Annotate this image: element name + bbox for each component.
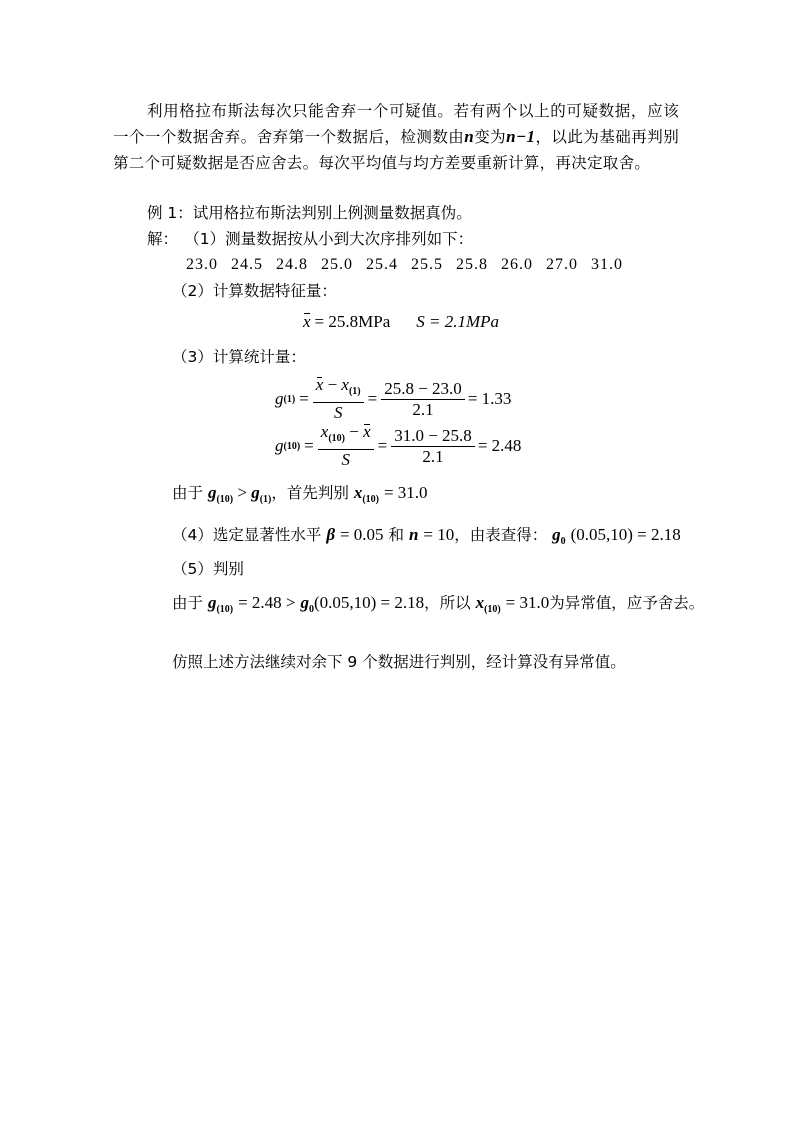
- g10-frac2-num: 31.0 − 25.8: [391, 427, 475, 447]
- judgement-line: 由于 $g_{(10)} = 2.48 > g_0(0.05,10) = 2.18$，所以 $x_{(10)} = 31.0$为异常值，应予舍去。: [172, 593, 705, 615]
- judge-expr-1: = 2.48 >: [238, 593, 296, 612]
- g1-fraction: $\frac{x - x_{(1)}}{S}$: [313, 376, 364, 422]
- intro-n-minus-1: n−1: [506, 127, 536, 146]
- g0-value: (0.05,10) = 2.18: [570, 525, 681, 544]
- data-value: 26.0: [501, 256, 533, 273]
- g1-xbar: x: [315, 375, 324, 394]
- conclusion: 仿照上述方法继续对余下 9 个数据进行判别，经计算没有异常值。: [172, 653, 626, 671]
- intro-text-3: ，以此为基础再判别第二个可疑数据是否应舍去。每次平均值与均方差要重新计算，再决定取舍。: [113, 128, 679, 172]
- data-value: 31.0: [591, 256, 623, 273]
- step1-text: （1）测量数据按从小到大次序排列如下：: [192, 230, 474, 248]
- g1-numeric-fraction: [381, 380, 465, 419]
- compare-value: = 31.0: [383, 483, 428, 502]
- beta-symbol: β: [326, 525, 336, 544]
- compare-text-1: 由于: [172, 484, 204, 502]
- g1-result: = 1.33: [467, 389, 512, 408]
- data-value: 25.4: [366, 256, 398, 273]
- step2-text: （2）计算数据特征量：: [172, 282, 337, 300]
- data-value: 25.5: [411, 256, 443, 273]
- judge-text-3: 为异常值，应予舍去。: [549, 594, 705, 612]
- g10-x-sub: (10): [328, 433, 345, 444]
- beta-value: = 0.05: [339, 525, 384, 544]
- step4-line: [172, 523, 681, 547]
- step4-text-2: ，由表查得：: [454, 526, 548, 544]
- g1-symbol: g: [275, 389, 284, 408]
- g10-symbol: g: [275, 436, 284, 455]
- mean-value: = 25.8MPa: [314, 312, 391, 331]
- comparison-line: 由于 $g_{(10)} > g_{(1)}$，首先判别 $x_{(10)} = 31.0$: [172, 483, 428, 505]
- data-value: 24.8: [276, 256, 308, 273]
- step3-text: （3）计算统计量：: [172, 348, 306, 366]
- data-value: 25.0: [321, 256, 353, 273]
- g0-symbol: g: [552, 525, 561, 544]
- g1-subscript: (1): [283, 393, 296, 405]
- judge-text-1: 由于: [172, 594, 204, 612]
- std-value: S = 2.1MPa: [416, 312, 500, 331]
- g0-sub: 0: [560, 536, 566, 547]
- g10-frac2-den: 2.1: [422, 446, 444, 466]
- g10-result: = 2.48: [477, 436, 522, 455]
- g10-fraction: $\frac{x_{(10)} - x}{S}$: [318, 423, 374, 469]
- data-value: 25.8: [456, 256, 488, 273]
- judge-text-2: ，所以: [424, 594, 471, 612]
- step4-and: 和: [388, 526, 405, 544]
- g10-x: x: [320, 422, 329, 441]
- intro-n: n: [464, 127, 475, 146]
- g10-numeric-fraction: [391, 427, 475, 466]
- solution-step1: [147, 227, 473, 249]
- g10-den: S: [341, 450, 350, 469]
- g1-den: S: [333, 403, 343, 422]
- intro-text-1: 利用格拉布斯法每次只能舍弃一个可疑值。若有两个以上的可疑数据，应该一个一个数据舍弃。舍弃第一个数据后，检测数由: [113, 102, 679, 146]
- step5-text: （5）判别: [172, 560, 244, 578]
- data-value: 23.0: [186, 256, 218, 273]
- intro-paragraph: [113, 98, 679, 176]
- data-value: 27.0: [546, 256, 578, 273]
- g1-x-sub: (1): [348, 386, 361, 397]
- g10-xbar: x: [363, 422, 371, 441]
- data-value: 24.5: [231, 256, 263, 273]
- g1-equation: g (1) = $\frac{x - x_{(1)}}{S}$ = $\frac{25.8 - 23.0}{2.1}$ = 1.33: [275, 375, 512, 422]
- solution-label: 解：: [147, 230, 179, 248]
- g10-equation: g (10) = $\frac{x_{(10)} - x}{S}$ = $\frac{31.0 - 25.8}{2.1}$ = 2.48: [275, 422, 522, 469]
- example-heading: 例 1：试用格拉布斯法判别上例测量数据真伪。: [147, 204, 472, 222]
- intro-text-2: 变为: [474, 128, 507, 146]
- judge-value: = 31.0: [505, 593, 550, 612]
- g1-x: x: [341, 375, 349, 394]
- data-list: [186, 255, 636, 274]
- g1-frac2-den: 2.1: [412, 399, 434, 419]
- mean-std-equation: [303, 312, 499, 332]
- g10-subscript: (10): [283, 440, 301, 452]
- x-bar-symbol: x: [303, 312, 311, 331]
- step4-text-1: （4）选定显著性水平: [172, 526, 322, 544]
- g1-frac2-num: 25.8 − 23.0: [381, 380, 465, 400]
- n-symbol: n: [408, 525, 419, 544]
- compare-text-2: ，首先判别: [271, 484, 349, 502]
- n-value: = 10: [423, 525, 455, 544]
- judge-expr-2: (0.05,10) = 2.18: [313, 593, 425, 612]
